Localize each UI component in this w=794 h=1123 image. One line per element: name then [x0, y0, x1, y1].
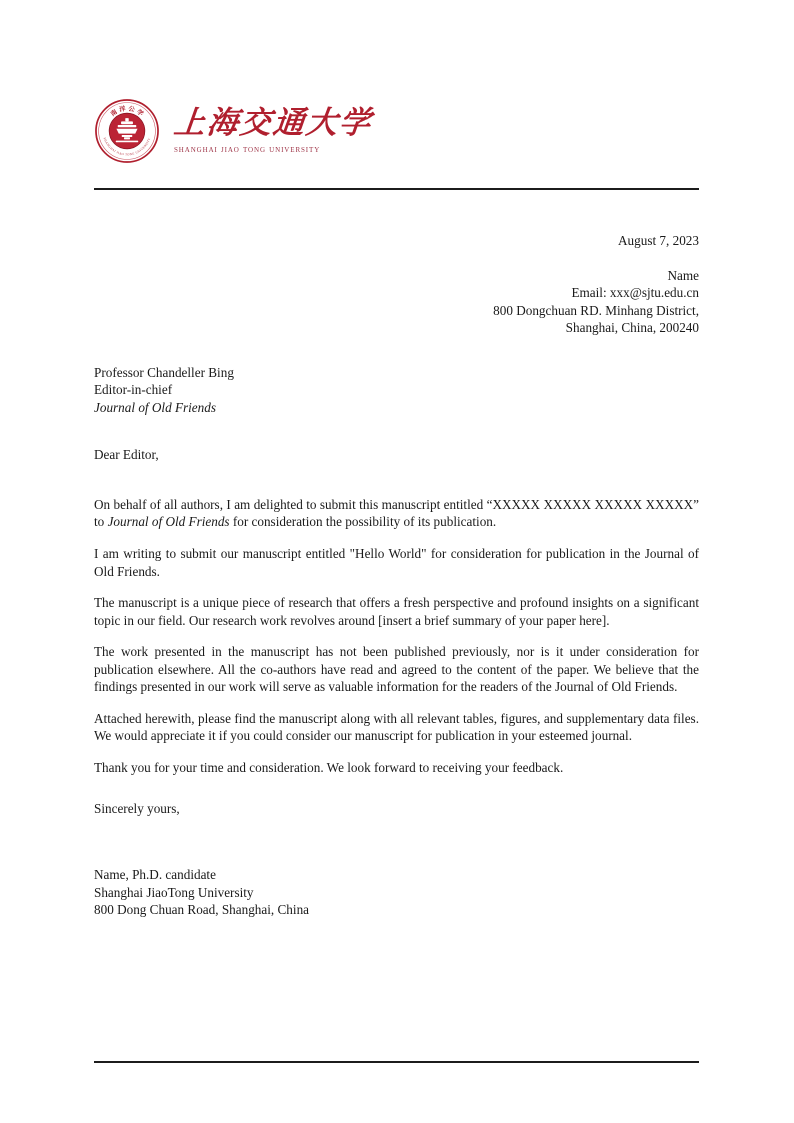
signature-address: 800 Dong Chuan Road, Shanghai, China	[94, 902, 310, 918]
signature-block	[94, 866, 699, 919]
body-paragraph-3: The manuscript is a unique piece of research that offers a fresh perspective and profound insights on a significant topic in our field. Our research work revolves around [insert a brief summary of your paper here].	[94, 595, 699, 628]
university-name-en: shanghai jiao tong university	[174, 145, 321, 156]
recipient-journal: Journal of Old Friends	[94, 399, 216, 415]
body-p1-prefix: On behalf of all authors, I am delighted to submit this manuscript entitled “XXXXX XXXXX XXXXX XXXXX” to	[94, 496, 699, 530]
recipient-name: Professor Chandeller Bing	[94, 364, 234, 380]
body-paragraph-1	[94, 496, 699, 531]
body-paragraph-6: Thank you for your time and consideration. We look forward to receiving your feedback.	[94, 759, 564, 775]
signature-affiliation: Shanghai JiaoTong University	[94, 884, 254, 900]
body-p1-journal: Journal of Old Friends	[107, 514, 230, 530]
recipient-block	[94, 364, 699, 417]
letter-content	[94, 232, 699, 919]
letterhead	[94, 98, 372, 164]
letter-date: August 7, 2023	[618, 233, 699, 248]
sender-address-line-1: 800 Dongchuan RD. Minhang District,	[493, 302, 699, 318]
body-p1-suffix: for consideration the possibility of its publication.	[229, 514, 497, 530]
sender-address-line-2: Shanghai, China, 200240	[565, 320, 699, 336]
footer-divider	[94, 1061, 699, 1063]
sender-block	[94, 232, 699, 337]
svg-text:SHANGHAI JIAO TONG UNIVERSITY: SHANGHAI JIAO TONG UNIVERSITY	[102, 136, 152, 157]
sender-email: Email: xxx@sjtu.edu.cn	[571, 285, 699, 301]
body-paragraph-4: The work presented in the manuscript has not been published previously, nor is it under consideration for publication elsewhere. All the co-authors have read and agreed to the content of the paper. We believe that the findings presented in our work will serve as valuable information for the readers of the Journal of Old Friends.	[94, 644, 699, 695]
body-paragraph-5: Attached herewith, please find the manuscript along with all relevant tables, figures, and supplementary data files. We would appreciate it if you could consider our manuscript for publication in your esteemed journal.	[94, 710, 699, 744]
letter-body	[94, 496, 699, 777]
university-wordmark	[172, 104, 374, 156]
sender-name: Name	[667, 267, 699, 283]
header-divider	[94, 188, 699, 190]
recipient-role: Editor-in-chief	[94, 382, 173, 398]
signature-name: Name, Ph.D. candidate	[94, 867, 216, 883]
salutation: Dear Editor,	[94, 447, 159, 463]
university-name-cn: 上海交通大学	[172, 104, 374, 141]
closing-line: Sincerely yours,	[94, 801, 180, 817]
sjtu-seal-icon	[94, 98, 160, 164]
body-paragraph-2: I am writing to submit our manuscript entitled "Hello World" for consideration for publication in the Journal of Old Friends.	[94, 546, 699, 579]
svg-text:南 洋 公 学: 南 洋 公 学	[109, 105, 145, 118]
